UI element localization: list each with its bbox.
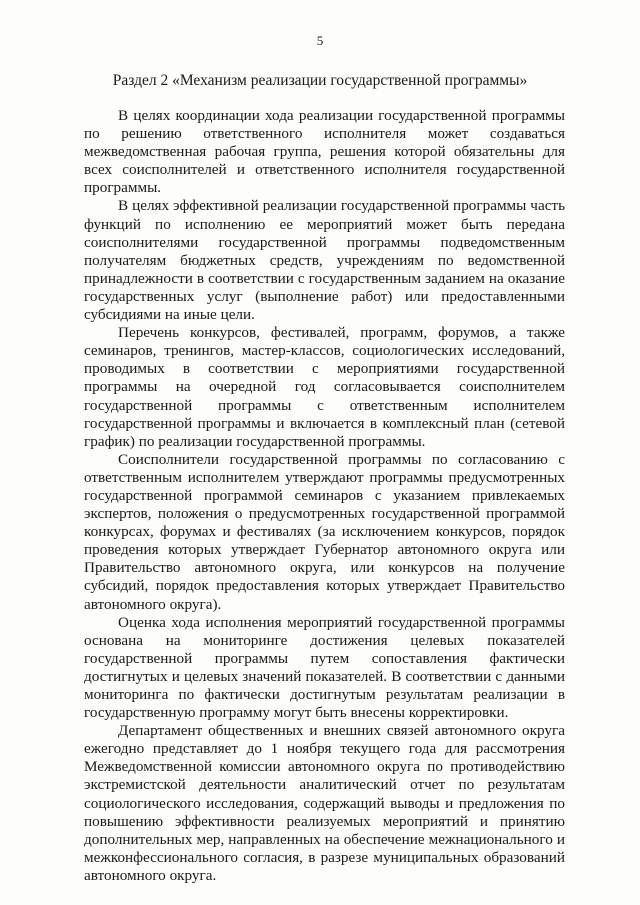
paragraph-coordination: В целях координации хода реализации государственной программы по решению ответственного исполнителя может создаваться межведомственная рабочая группа, решения которой обязательны для всех соисполнителей и ответственного исполнителя государственной программы.: [84, 107, 565, 197]
paragraph-co-executors: Соисполнители государственной программы по согласованию с ответственным исполнителем утверждают программы предусмотренных государственной программой семинаров с указанием привлекаемых экспертов, положения о предусмотренных государственной программой конкурсах, форумах и фестивалях (за исключением конкурсов, порядок проведения которых утверждает Губернатор автономного округа или Правительство автономного округа, или конкурсов на получение субсидий, порядок предоставления которых утверждает Правительство автономного округа).: [84, 450, 565, 613]
paragraph-delegation: В целях эффективной реализации государственной программы часть функций по исполнению ее мероприятий может быть передана соисполнителями государственной программы подведомственным получателям бюджетных средств, учреждениям по ведомственной принадлежности в соответствии с государственным заданием на оказание государственных услуг (выполнение работ) или предоставленными субсидиями на иные цели.: [84, 197, 565, 324]
page-number: 5: [316, 33, 324, 48]
paragraph-department-report: Департамент общественных и внешних связей автономного округа ежегодно представляет до 1 ноября текущего года для рассмотрения Межведомственной комиссии автономного округа по противодействию экстремистской деятельности аналитический отчет по результатам социологического исследования, содержащий выводы и предложения по повышению эффективности реализуемых мероприятий и принятию дополнительных мер, направленных на обеспечение межнационального и межконфессионального согласия, в разрезе муниципальных образований автономного округа.: [84, 722, 565, 884]
paragraph-monitoring: Оценка хода исполнения мероприятий государственной программы основана на мониторинге достижения целевых показателей государственной программы путем сопоставления фактически достигнутых и целевых значений показателей. В соответствии с данными мониторинга по фактически достигнутым результатам реализации в государственную программу могут быть внесены корректировки.: [84, 613, 565, 722]
document-body: [84, 107, 565, 885]
paragraph-events-list: Перечень конкурсов, фестивалей, программ, форумов, а также семинаров, тренингов, мастер-классов, социологических исследований, проводимых в соответствии с мероприятиями государственной программы на очередной год согласовывается соисполнителем государственной программы с ответственным исполнителем государственной программы и включается в комплексный план (сетевой график) по реализации государственной программы.: [84, 324, 565, 450]
section-title: Раздел 2 «Механизм реализации государственной программы»: [112, 72, 528, 89]
